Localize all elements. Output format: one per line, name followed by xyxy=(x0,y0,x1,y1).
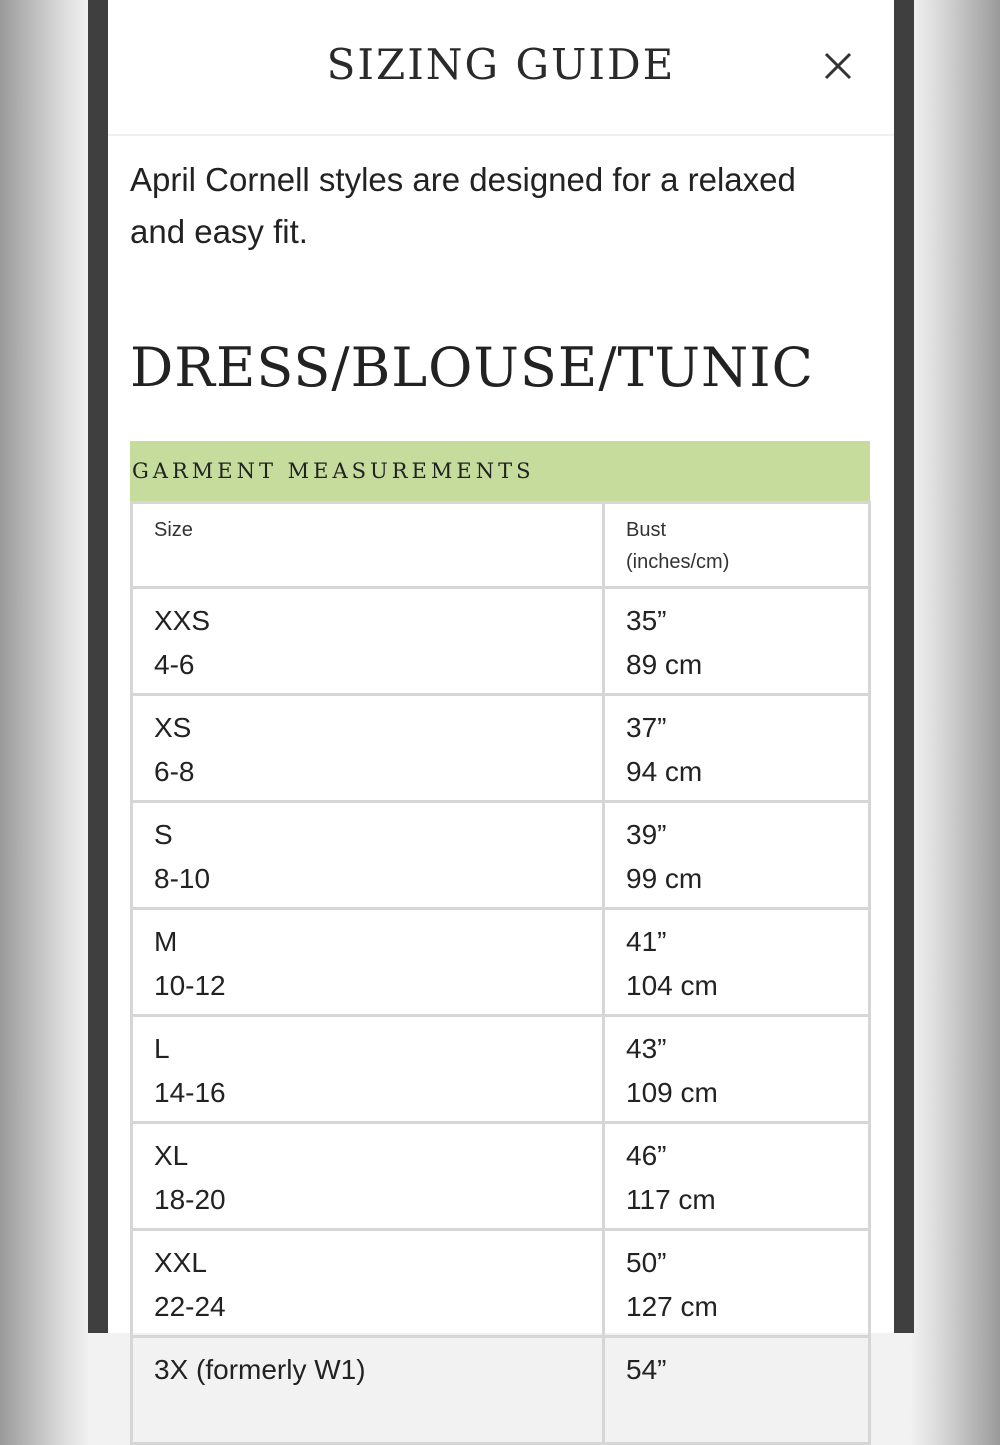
bust-cell xyxy=(604,1016,870,1123)
table-row xyxy=(132,695,870,802)
bust-cm: 117 cm xyxy=(626,1184,716,1215)
bust-cell xyxy=(604,588,870,695)
table-row xyxy=(132,802,870,909)
bust-cm: 104 cm xyxy=(626,970,718,1001)
size-range: 14-16 xyxy=(154,1077,226,1108)
header-bust-label: Bust xyxy=(626,519,667,541)
bust-cm: 109 cm xyxy=(626,1077,718,1108)
table-caption: GARMENT MEASUREMENTS xyxy=(130,441,870,501)
bust-cell xyxy=(604,909,870,1016)
bust-cell xyxy=(604,1123,870,1230)
header-size xyxy=(132,503,604,588)
bust-cell xyxy=(604,695,870,802)
size-cell xyxy=(132,1230,604,1337)
bust-cm: 127 cm xyxy=(626,1291,718,1322)
bust-inches: 46” xyxy=(626,1140,667,1171)
size-label: XL xyxy=(154,1140,189,1171)
size-label: XXS xyxy=(154,605,211,636)
bust-inches: 39” xyxy=(626,819,667,850)
size-cell xyxy=(132,1016,604,1123)
modal-title: SIZING GUIDE xyxy=(326,40,676,89)
header-size-label: Size xyxy=(154,519,193,541)
bust-inches: 54” xyxy=(626,1354,667,1385)
sizing-guide-modal xyxy=(108,0,894,1385)
size-cell xyxy=(132,1337,604,1444)
size-label: M xyxy=(154,926,178,957)
size-label: S xyxy=(154,819,173,850)
table-row xyxy=(132,1016,870,1123)
bust-cell xyxy=(604,1230,870,1337)
bust-cm: 94 cm xyxy=(626,756,703,787)
close-button[interactable] xyxy=(818,46,858,86)
size-label: L xyxy=(154,1033,170,1064)
size-cell xyxy=(132,802,604,909)
section-title: DRESS/BLOUSE/TUNIC xyxy=(130,336,814,399)
bust-inches: 37” xyxy=(626,712,667,743)
bust-inches: 43” xyxy=(626,1033,667,1064)
size-range: 18-20 xyxy=(154,1184,226,1215)
size-cell xyxy=(132,695,604,802)
bust-cell xyxy=(604,802,870,909)
table-row xyxy=(132,1230,870,1337)
size-range: 4-6 xyxy=(154,649,195,680)
size-cell xyxy=(132,1123,604,1230)
size-table-container xyxy=(130,441,870,1445)
header-bust xyxy=(604,503,870,588)
table-row xyxy=(132,1123,870,1230)
close-icon xyxy=(818,46,858,86)
size-table xyxy=(130,501,871,1445)
header-bust-unit: (inches/cm) xyxy=(626,551,730,573)
table-header-row xyxy=(132,503,870,588)
size-range: 6-8 xyxy=(154,756,195,787)
size-label: 3X (formerly W1) xyxy=(154,1354,366,1385)
bust-inches: 41” xyxy=(626,926,667,957)
bust-cm: 99 cm xyxy=(626,863,703,894)
size-range: 8-10 xyxy=(154,863,211,894)
modal-header xyxy=(108,0,894,136)
size-label: XXL xyxy=(154,1247,207,1278)
size-cell xyxy=(132,909,604,1016)
bust-cm: 89 cm xyxy=(626,649,703,680)
bust-inches: 50” xyxy=(626,1247,667,1278)
size-range: 22-24 xyxy=(154,1291,226,1322)
size-range: 10-12 xyxy=(154,970,226,1001)
table-row xyxy=(132,909,870,1016)
table-row xyxy=(132,588,870,695)
table-row xyxy=(132,1337,870,1444)
size-label: XS xyxy=(154,712,192,743)
bust-cell xyxy=(604,1337,870,1444)
intro-text: April Cornell styles are designed for a relaxed and easy fit. xyxy=(130,161,796,250)
bust-inches: 35” xyxy=(626,605,667,636)
size-cell xyxy=(132,588,604,695)
